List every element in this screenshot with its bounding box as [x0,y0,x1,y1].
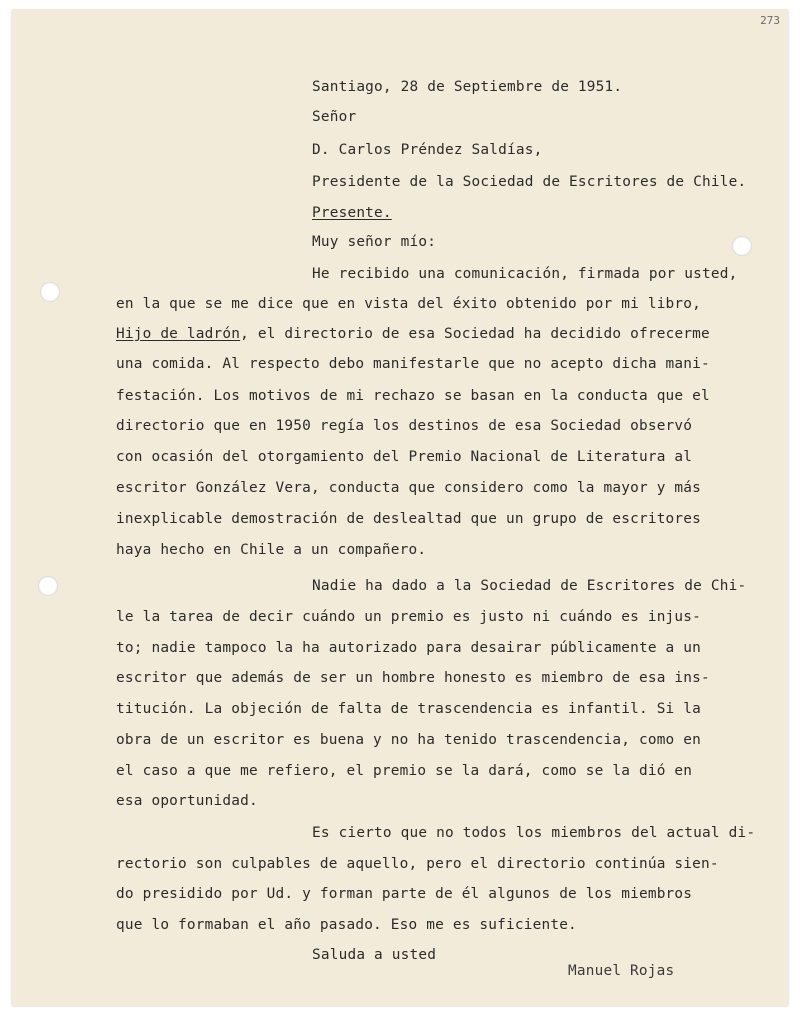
greeting: Muy señor mío: [312,234,437,250]
body-line: en la que se me dice que en vista del éxito obtenido por mi libro, [116,296,702,312]
closing-salute: Saluda a usted [312,947,437,963]
body-line: que lo formaban el año pasado. Eso me es suficiente. [116,917,577,933]
body-line: una comida. Al respecto debo manifestarle que no acepto dicha mani- [116,356,710,372]
signature: Manuel Rojas [568,963,675,979]
body-line: Es cierto que no todos los miembros del actual di- [312,825,756,841]
body-line-rest: , el directorio de esa Sociedad ha decidido ofrecerme [240,326,710,342]
body-line: titución. La objeción de falta de trascendencia es infantil. Si la [116,701,702,717]
recipient-name: D. Carlos Préndez Saldías, [312,142,543,158]
body-line: do presidido por Ud. y forman parte de él algunos de los miembros [116,886,693,902]
body-line: con ocasión del otorgamiento del Premio Nacional de Literatura al [116,449,693,465]
body-line: escritor González Vera, conducta que considero como la mayor y más [116,480,702,496]
punch-hole-left-upper [40,282,60,302]
body-line: rectorio son culpables de aquello, pero el directorio continúa sien- [116,856,719,872]
body-line: obra de un escritor es buena y no ha tenido trascendencia, como en [116,732,702,748]
body-line: esa oportunidad. [116,793,258,809]
salutation-title: Señor [312,109,357,125]
body-line [116,325,710,343]
page-number: 273 [760,14,780,27]
letter-page [12,10,788,1006]
body-line: le la tarea de decir cuándo un premio es justo ni cuándo es injus- [116,609,702,625]
body-line: directorio que en 1950 regía los destinos de esa Sociedad observó [116,418,693,434]
punch-hole-left-lower [38,576,58,596]
body-line: escritor que además de ser un hombre honesto es miembro de esa ins- [116,670,710,686]
body-line: festación. Los motivos de mi rechazo se basan en la conducta que el [116,388,710,404]
letter-date: Santiago, 28 de Septiembre de 1951. [312,79,623,95]
body-line: Nadie ha dado a la Sociedad de Escritores de Chi- [312,578,747,594]
body-line: haya hecho en Chile a un compañero. [116,542,427,558]
presente-line: Presente. [312,205,392,221]
recipient-position: Presidente de la Sociedad de Escritores de Chile. [312,174,747,190]
body-line: inexplicable demostración de deslealtad que un grupo de escritores [116,511,702,527]
body-line: to; nadie tampoco la ha autorizado para desairar públicamente a un [116,640,702,656]
body-line: He recibido una comunicación, firmada por usted, [312,266,738,282]
punch-hole-top-right [732,236,752,256]
body-line: el caso a que me refiero, el premio se la dará, como se la dió en [116,763,693,779]
book-title: Hijo de ladrón [116,326,241,342]
